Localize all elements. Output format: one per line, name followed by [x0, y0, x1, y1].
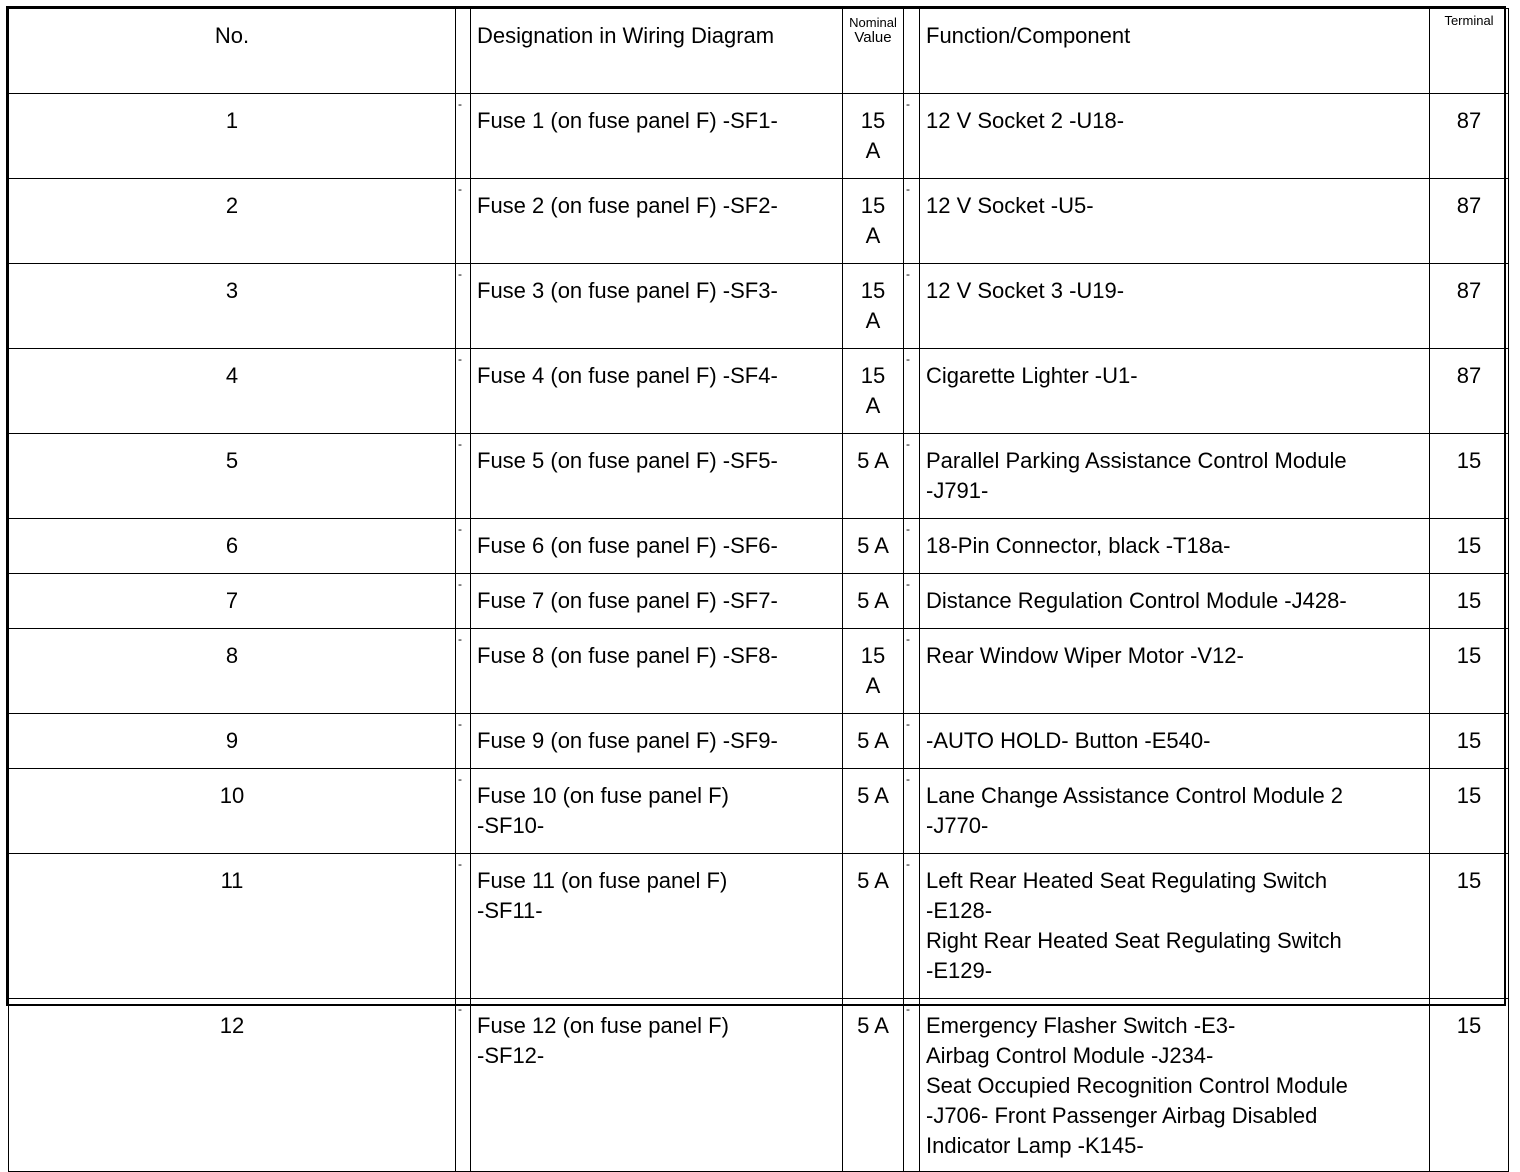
function-cell	[920, 519, 1430, 574]
header-nominal-line2: Value	[854, 29, 892, 46]
tick-mark: -	[906, 1002, 910, 1016]
function-line: Airbag Control Module -J234-	[926, 1043, 1214, 1068]
spacer-cell	[904, 519, 920, 574]
nominal-value-line: 15	[860, 278, 886, 303]
tick-mark: -	[906, 522, 910, 536]
nominal-value-cell	[843, 574, 904, 629]
spacer-cell	[904, 94, 920, 179]
terminal-cell: 15	[1430, 714, 1509, 769]
spacer-cell	[456, 519, 471, 574]
spacer-cell	[904, 769, 920, 854]
nominal-value-line: 5 A	[857, 868, 889, 893]
table-row	[9, 854, 1509, 999]
tick-mark: -	[458, 437, 462, 451]
nominal-value-cell	[843, 714, 904, 769]
spacer-cell	[456, 999, 471, 1172]
table-row	[9, 179, 1509, 264]
tick-mark: -	[458, 182, 462, 196]
function-line: Rear Window Wiper Motor -V12-	[926, 643, 1244, 668]
spacer-cell	[456, 434, 471, 519]
fuse-number: 1	[9, 94, 456, 179]
tick-mark: -	[458, 267, 462, 281]
table-row	[9, 769, 1509, 854]
terminal-cell: 15	[1430, 519, 1509, 574]
tick-mark: -	[458, 772, 462, 786]
designation-line: Fuse 11 (on fuse panel F)	[477, 868, 728, 893]
designation-cell	[471, 714, 843, 769]
designation-line: Fuse 6 (on fuse panel F) -SF6-	[477, 533, 778, 558]
spacer-cell	[456, 574, 471, 629]
designation-line: Fuse 12 (on fuse panel F)	[477, 1013, 729, 1038]
tick-mark: -	[458, 857, 462, 871]
tick-mark: -	[906, 577, 910, 591]
table-row	[9, 264, 1509, 349]
function-line: Parallel Parking Assistance Control Module	[926, 448, 1347, 473]
designation-cell	[471, 434, 843, 519]
table-row	[9, 714, 1509, 769]
header-no: No.	[9, 9, 456, 94]
header-nominal-line1: Nominal	[849, 15, 897, 30]
tick-mark: -	[458, 1002, 462, 1016]
function-cell	[920, 179, 1430, 264]
nominal-value-line: 5 A	[857, 448, 889, 473]
table-row	[9, 999, 1509, 1172]
nominal-value-line: A	[865, 308, 881, 333]
function-cell	[920, 574, 1430, 629]
designation-cell	[471, 519, 843, 574]
designation-line: Fuse 1 (on fuse panel F) -SF1-	[477, 108, 778, 133]
terminal-cell: 87	[1430, 94, 1509, 179]
function-line: -J770-	[926, 813, 989, 838]
header-row	[9, 9, 1509, 94]
terminal-cell: 15	[1430, 854, 1509, 999]
tick-mark: -	[906, 857, 910, 871]
function-cell	[920, 94, 1430, 179]
function-cell	[920, 629, 1430, 714]
nominal-value-line: 15	[860, 193, 886, 218]
designation-cell	[471, 854, 843, 999]
designation-line: Fuse 10 (on fuse panel F)	[477, 783, 729, 808]
function-cell	[920, 714, 1430, 769]
spacer-cell	[456, 714, 471, 769]
terminal-cell: 87	[1430, 264, 1509, 349]
fuse-number: 8	[9, 629, 456, 714]
spacer-cell	[456, 349, 471, 434]
spacer-cell	[904, 434, 920, 519]
designation-cell	[471, 349, 843, 434]
designation-line: Fuse 4 (on fuse panel F) -SF4-	[477, 363, 778, 388]
designation-cell	[471, 574, 843, 629]
nominal-value-cell	[843, 769, 904, 854]
function-line: 12 V Socket -U5-	[926, 193, 1094, 218]
table-row	[9, 94, 1509, 179]
tick-mark: -	[906, 772, 910, 786]
spacer-cell	[904, 574, 920, 629]
function-line: Distance Regulation Control Module -J428-	[926, 588, 1347, 613]
tick-mark: -	[906, 267, 910, 281]
function-cell	[920, 999, 1430, 1172]
nominal-value-cell	[843, 854, 904, 999]
table-row	[9, 629, 1509, 714]
nominal-value-cell	[843, 94, 904, 179]
fuse-number: 3	[9, 264, 456, 349]
function-line: Indicator Lamp -K145-	[926, 1133, 1144, 1158]
nominal-value-line: A	[865, 393, 881, 418]
designation-line: Fuse 7 (on fuse panel F) -SF7-	[477, 588, 778, 613]
terminal-cell: 87	[1430, 179, 1509, 264]
terminal-cell: 15	[1430, 574, 1509, 629]
nominal-value-cell	[843, 519, 904, 574]
function-cell	[920, 434, 1430, 519]
designation-line: Fuse 5 (on fuse panel F) -SF5-	[477, 448, 778, 473]
fuse-number: 6	[9, 519, 456, 574]
function-line: 12 V Socket 3 -U19-	[926, 278, 1125, 303]
spacer-cell	[456, 94, 471, 179]
nominal-value-cell	[843, 349, 904, 434]
terminal-cell: 87	[1430, 349, 1509, 434]
designation-line: -SF10-	[477, 813, 545, 838]
terminal-cell: 15	[1430, 999, 1509, 1172]
fuse-number: 4	[9, 349, 456, 434]
designation-line: -SF11-	[477, 898, 543, 923]
function-cell	[920, 264, 1430, 349]
nominal-value-line: 5 A	[857, 588, 889, 613]
spacer-cell	[904, 264, 920, 349]
spacer-cell	[456, 179, 471, 264]
spacer-cell	[904, 179, 920, 264]
header-function: Function/Component	[920, 9, 1430, 94]
fuse-number: 5	[9, 434, 456, 519]
nominal-value-cell	[843, 179, 904, 264]
header-terminal	[1430, 9, 1509, 94]
nominal-value-cell	[843, 999, 904, 1172]
table-row	[9, 519, 1509, 574]
tick-mark: -	[906, 717, 910, 731]
fuse-number: 11	[9, 854, 456, 999]
tick-mark: -	[906, 182, 910, 196]
designation-cell	[471, 629, 843, 714]
tick-mark: -	[458, 632, 462, 646]
nominal-value-line: A	[865, 673, 881, 698]
tick-mark: -	[458, 97, 462, 111]
function-line: 12 V Socket 2 -U18-	[926, 108, 1125, 133]
designation-line: Fuse 8 (on fuse panel F) -SF8-	[477, 643, 778, 668]
nominal-value-line: 5 A	[857, 1013, 889, 1038]
spacer-cell	[904, 714, 920, 769]
fuse-number: 12	[9, 999, 456, 1172]
header-spacer-2	[904, 9, 920, 94]
spacer-cell	[456, 264, 471, 349]
designation-line: Fuse 3 (on fuse panel F) -SF3-	[477, 278, 778, 303]
function-line: -E129-	[926, 958, 993, 983]
function-cell	[920, 769, 1430, 854]
nominal-value-line: 15	[860, 363, 886, 388]
spacer-cell	[456, 769, 471, 854]
nominal-value-cell	[843, 264, 904, 349]
designation-cell	[471, 264, 843, 349]
function-line: Cigarette Lighter -U1-	[926, 363, 1138, 388]
spacer-cell	[904, 854, 920, 999]
nominal-value-line: 5 A	[857, 533, 889, 558]
nominal-value-line: 5 A	[857, 728, 889, 753]
tick-mark: -	[458, 717, 462, 731]
tick-mark: -	[458, 577, 462, 591]
spacer-cell	[456, 629, 471, 714]
function-line: -J791-	[926, 478, 989, 503]
terminal-cell: 15	[1430, 769, 1509, 854]
spacer-cell	[904, 349, 920, 434]
tick-mark: -	[906, 437, 910, 451]
function-line: -J706- Front Passenger Airbag Disabled	[926, 1103, 1318, 1128]
tick-mark: -	[906, 97, 910, 111]
fuse-table-sheet	[6, 6, 1506, 1158]
designation-line: -SF12-	[477, 1043, 545, 1068]
function-line: Seat Occupied Recognition Control Module	[926, 1073, 1348, 1098]
header-designation: Designation in Wiring Diagram	[471, 9, 843, 94]
function-line: Right Rear Heated Seat Regulating Switch	[926, 928, 1342, 953]
function-line: 18-Pin Connector, black -T18a-	[926, 533, 1231, 558]
nominal-value-cell	[843, 434, 904, 519]
function-cell	[920, 349, 1430, 434]
designation-cell	[471, 94, 843, 179]
fuse-table	[8, 8, 1509, 1172]
terminal-cell: 15	[1430, 434, 1509, 519]
fuse-number: 2	[9, 179, 456, 264]
function-line: -E128-	[926, 898, 993, 923]
spacer-cell	[904, 999, 920, 1172]
function-line: Emergency Flasher Switch -E3-	[926, 1013, 1236, 1038]
header-nominal-value	[843, 9, 904, 94]
spacer-cell	[904, 629, 920, 714]
designation-cell	[471, 769, 843, 854]
header-spacer	[456, 9, 471, 94]
designation-line: Fuse 2 (on fuse panel F) -SF2-	[477, 193, 778, 218]
nominal-value-line: A	[865, 223, 881, 248]
terminal-cell: 15	[1430, 629, 1509, 714]
header-terminal-label: Terminal	[1444, 13, 1494, 28]
fuse-number: 10	[9, 769, 456, 854]
designation-line: Fuse 9 (on fuse panel F) -SF9-	[477, 728, 778, 753]
designation-cell	[471, 179, 843, 264]
function-cell	[920, 854, 1430, 999]
nominal-value-cell	[843, 629, 904, 714]
tick-mark: -	[458, 352, 462, 366]
designation-cell	[471, 999, 843, 1172]
table-row	[9, 574, 1509, 629]
table-row	[9, 434, 1509, 519]
nominal-value-line: A	[865, 138, 881, 163]
fuse-number: 7	[9, 574, 456, 629]
function-line: -AUTO HOLD- Button -E540-	[926, 728, 1211, 753]
nominal-value-line: 5 A	[857, 783, 889, 808]
tick-mark: -	[458, 522, 462, 536]
header-nominal-label	[843, 9, 903, 45]
tick-mark: -	[906, 632, 910, 646]
nominal-value-line: 15	[860, 643, 886, 668]
function-line: Lane Change Assistance Control Module 2	[926, 783, 1344, 808]
fuse-number: 9	[9, 714, 456, 769]
tick-mark: -	[906, 352, 910, 366]
spacer-cell	[456, 854, 471, 999]
table-row	[9, 349, 1509, 434]
function-line: Left Rear Heated Seat Regulating Switch	[926, 868, 1328, 893]
nominal-value-line: 15	[860, 108, 886, 133]
